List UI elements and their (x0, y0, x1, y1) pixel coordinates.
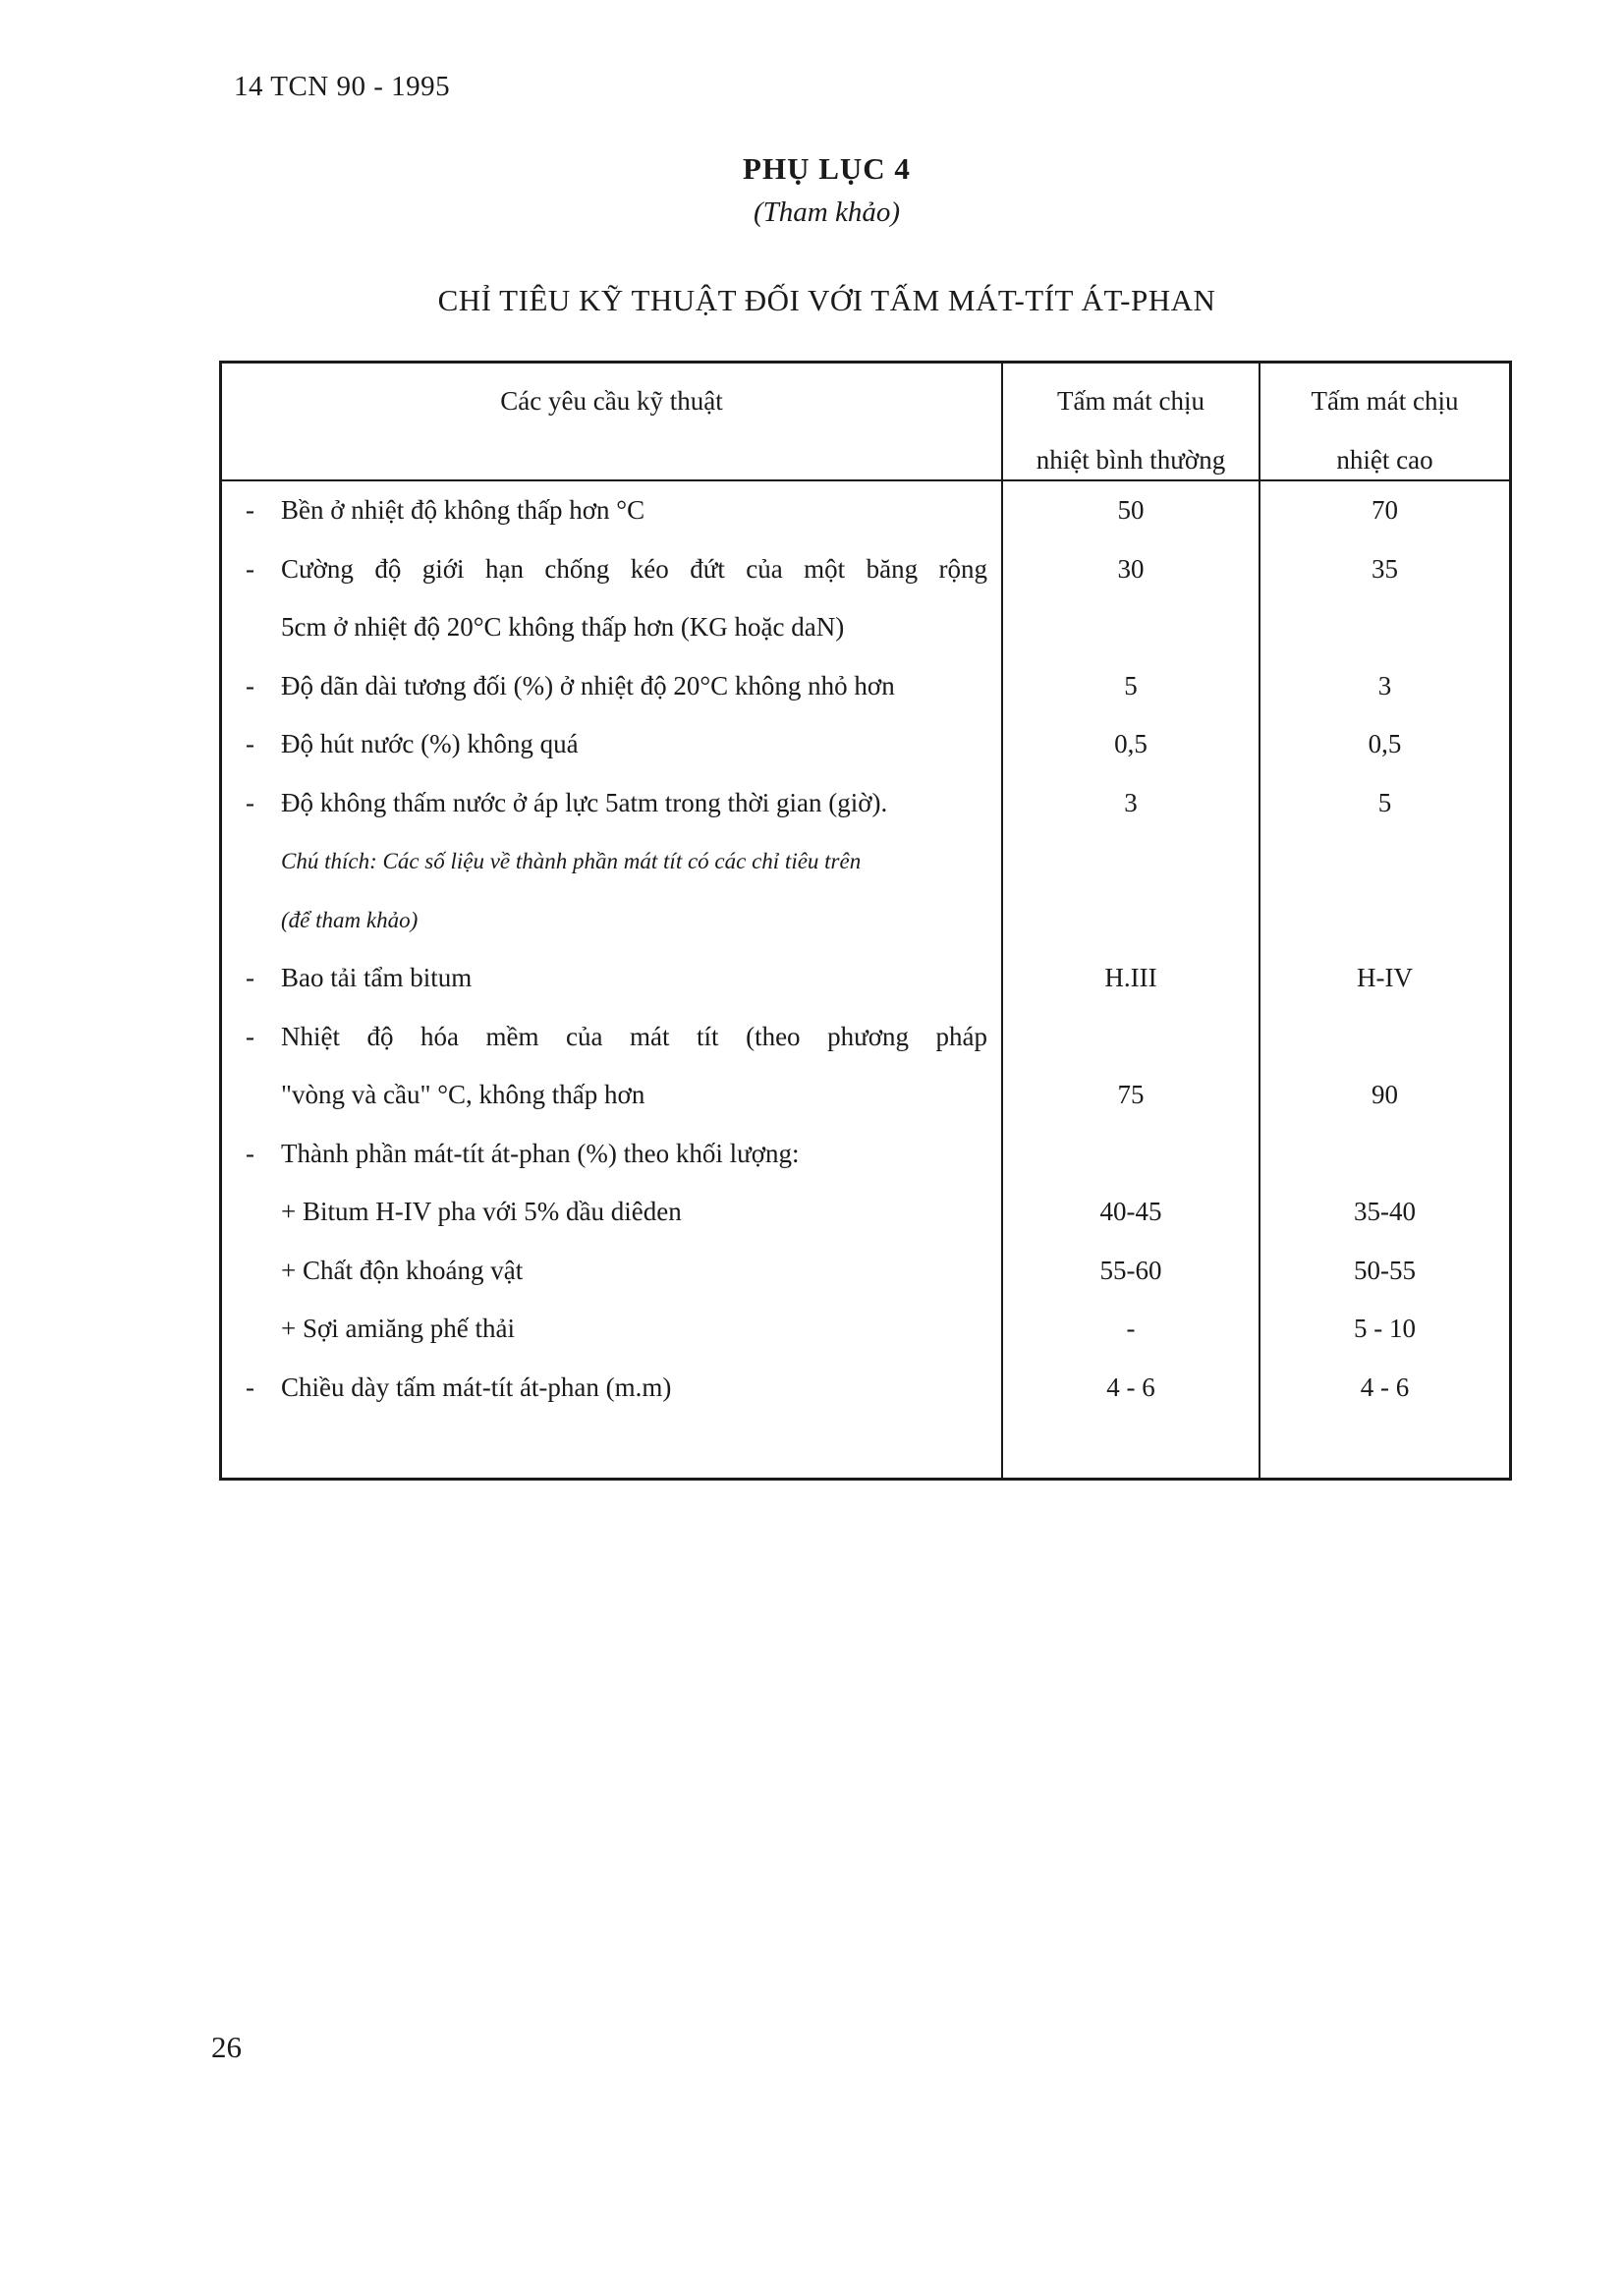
value-normal-heat (1003, 598, 1259, 657)
header-requirements (222, 364, 1003, 481)
value-high-heat: 35 (1372, 553, 1398, 584)
table-row-requirement (222, 715, 1001, 774)
header-requirements-label: Các yêu cầu kỹ thuật (500, 386, 723, 416)
value-high-heat: 3 (1377, 670, 1392, 700)
value-high-heat: 50-55 (1354, 1255, 1416, 1285)
value-high-heat (1260, 891, 1509, 950)
table-row-requirement (222, 949, 1001, 1008)
document-title: CHỈ TIÊU KỸ THUẬT ĐỐI VỚI TẤM MÁT-TÍT ÁT-PHAN (437, 283, 1216, 317)
requirements-column (222, 481, 1003, 1478)
header-normal-line1: Tấm mát chịu (1057, 386, 1204, 416)
value-high-heat: 4 - 6 (1360, 1372, 1410, 1402)
table-subitem: + Sợi amiăng phế thải (281, 1314, 515, 1343)
bullet-dash: - (246, 1138, 254, 1168)
value-normal-heat: 4 - 6 (1106, 1372, 1155, 1402)
value-high-heat: 5 (1377, 787, 1392, 817)
value-normal-heat: 3 (1124, 787, 1138, 817)
value-normal-heat: 50 (1117, 495, 1145, 525)
value-high-heat: 0,5 (1368, 729, 1402, 758)
value-high-heat (1260, 598, 1509, 657)
bullet-dash: - (246, 670, 254, 700)
header-normal-heat (1003, 364, 1260, 481)
value-normal-heat: 75 (1117, 1080, 1145, 1109)
table-row-requirement (222, 1359, 1001, 1418)
requirement-text: Độ không thấm nước ở áp lực 5atm trong thời gian (giờ). (281, 787, 888, 817)
value-normal-heat: - (1126, 1314, 1136, 1343)
value-normal-heat: 40-45 (1099, 1197, 1162, 1226)
value-high-heat (1260, 1008, 1509, 1067)
bullet-dash: - (246, 729, 254, 758)
value-normal-heat (1003, 832, 1259, 891)
requirement-text: Bao tải tẩm bitum (281, 963, 473, 992)
bullet-dash: - (246, 787, 254, 817)
value-normal-heat: 30 (1117, 553, 1145, 584)
value-high-heat (1260, 832, 1509, 891)
bullet-dash: - (246, 1021, 254, 1051)
table-row-requirement (222, 1125, 1001, 1184)
table-subitem: + Chất độn khoáng vật (281, 1255, 524, 1285)
requirement-text: Chiều dày tấm mát-tít át-phan (m.m) (281, 1372, 672, 1402)
value-high-heat: 5 - 10 (1354, 1314, 1416, 1343)
requirement-text: Bền ở nhiệt độ không thấp hơn °C (281, 495, 645, 525)
requirement-text: Cường độ giới hạn chống kéo đứt của một băng rộng (281, 553, 987, 584)
requirement-text: Độ dãn dài tương đối (%) ở nhiệt độ 20°C không nhỏ hơn (281, 670, 895, 700)
table-row-requirement (222, 657, 1001, 716)
table-row-requirement (222, 1008, 1001, 1067)
value-normal-heat: 55-60 (1099, 1255, 1162, 1285)
page-number: 26 (211, 2030, 242, 2064)
value-high-heat: 90 (1372, 1080, 1398, 1109)
bullet-dash: - (246, 553, 254, 584)
requirement-text: Độ hút nước (%) không quá (281, 729, 579, 758)
appendix-title: PHỤ LỤC 4 (743, 151, 911, 186)
bullet-dash (246, 598, 281, 657)
standard-code: 14 TCN 90 - 1995 (234, 71, 451, 102)
value-normal-heat: H.III (1104, 963, 1157, 992)
table-row-requirement (222, 481, 1001, 540)
high-heat-column (1260, 481, 1509, 1478)
bullet-dash: - (246, 963, 254, 992)
table-row-requirement (222, 540, 1001, 599)
requirement-text: Nhiệt độ hóa mềm của mát tít (theo phương pháp (281, 1021, 987, 1051)
bullet-dash (246, 1066, 281, 1125)
table-row-requirement (222, 774, 1001, 833)
header-high-heat (1260, 364, 1509, 481)
bullet-dash: - (246, 1372, 254, 1402)
table-subitem: + Bitum H-IV pha với 5% dầu diêden (281, 1197, 682, 1226)
table-row-requirement (222, 1066, 1001, 1125)
value-normal-heat (1003, 1125, 1259, 1184)
spec-table (219, 361, 1512, 1481)
table-note: (để tham khảo) (281, 907, 419, 932)
value-normal-heat: 5 (1124, 670, 1138, 700)
value-high-heat: 70 (1372, 495, 1398, 525)
value-high-heat: 35-40 (1354, 1197, 1416, 1226)
value-high-heat: H-IV (1357, 963, 1413, 992)
requirement-text: Thành phần mát-tít át-phan (%) theo khối lượng: (281, 1138, 800, 1168)
table-note: Chú thích: Các số liệu về thành phần mát tít có các chỉ tiêu trên (281, 849, 862, 873)
header-normal-line2: nhiệt bình thường (1036, 445, 1226, 475)
value-normal-heat (1003, 1008, 1259, 1067)
value-normal-heat: 0,5 (1114, 729, 1148, 758)
bullet-dash: - (246, 495, 254, 525)
requirement-text: "vòng và cầu" °C, không thấp hơn (281, 1080, 645, 1109)
header-high-line2: nhiệt cao (1336, 445, 1433, 475)
appendix-subtitle: (Tham khảo) (753, 196, 900, 228)
normal-heat-column (1003, 481, 1260, 1478)
requirement-text: 5cm ở nhiệt độ 20°C không thấp hơn (KG hoặc daN) (281, 612, 845, 642)
header-high-line1: Tấm mát chịu (1311, 386, 1459, 416)
value-normal-heat (1003, 891, 1259, 950)
value-high-heat (1260, 1125, 1509, 1184)
table-row-requirement (222, 598, 1001, 657)
